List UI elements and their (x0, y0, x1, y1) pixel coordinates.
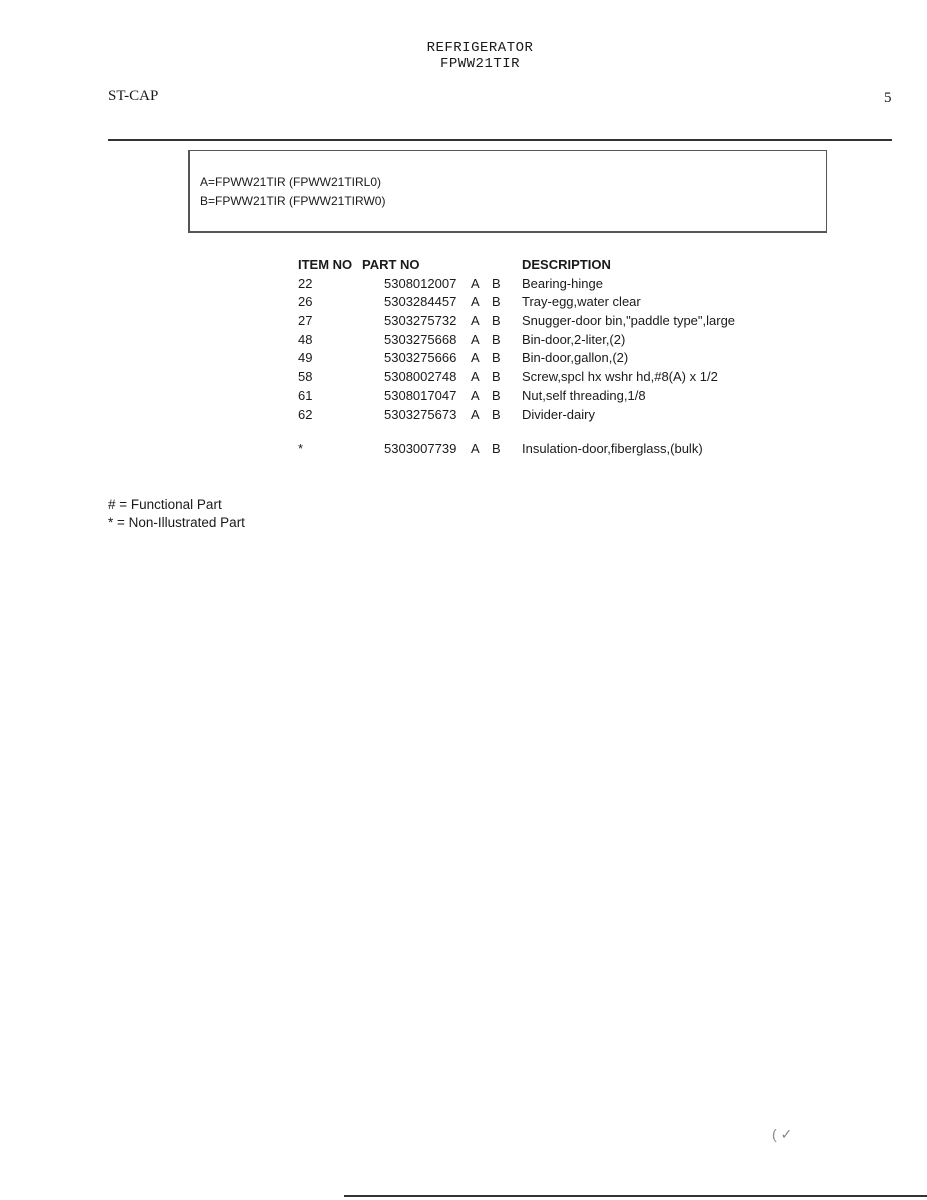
header-description: DESCRIPTION (522, 257, 611, 272)
left-code: ST-CAP (108, 88, 159, 104)
part-no-cell: 5303275673 (384, 406, 457, 422)
variant-a-cell: A (471, 294, 480, 310)
description-cell: Nut,self threading,1/8 (522, 387, 646, 403)
header-part-no: PART NO (362, 257, 420, 272)
table-row (298, 331, 798, 350)
variant-b-cell: B (492, 369, 501, 385)
variant-b-cell: B (492, 294, 501, 310)
table-header-row (298, 256, 798, 275)
table-row (298, 275, 798, 294)
variant-b-cell: B (492, 406, 501, 422)
footer-rule (344, 1195, 927, 1197)
legend-non-illustrated: * = Non-Illustrated Part (108, 515, 245, 530)
item-no-cell: 58 (298, 369, 313, 385)
variant-b-cell: B (492, 313, 501, 329)
item-no-cell: 27 (298, 313, 313, 329)
description-cell: Screw,spcl hx wshr hd,#8(A) x 1/2 (522, 369, 718, 385)
handwritten-mark: ( ✓ (772, 1126, 793, 1142)
part-no-cell: 5303275668 (384, 331, 457, 347)
header-divider (108, 139, 892, 141)
variant-a-cell: A (471, 387, 480, 403)
legend-functional: # = Functional Part (108, 497, 222, 512)
item-no-cell: 61 (298, 387, 313, 403)
header-item-no: ITEM NO (298, 257, 353, 272)
variant-b-cell: B (492, 331, 501, 347)
variant-a-cell: A (471, 275, 480, 291)
table-row (298, 440, 798, 459)
part-no-cell: 5303007739 (384, 441, 457, 457)
table-row (298, 293, 798, 312)
variant-a: A=FPWW21TIR (FPWW21TIRL0) (200, 175, 382, 189)
table-row (298, 312, 798, 331)
variant-b-cell: B (492, 350, 501, 366)
variant-a-cell: A (471, 350, 480, 366)
legend (108, 496, 245, 532)
variant-a-cell: A (471, 331, 480, 347)
description-cell: Tray-egg,water clear (522, 294, 641, 310)
variant-a-cell: A (471, 369, 480, 385)
variant-a-cell: A (471, 406, 480, 422)
table-row (298, 349, 798, 368)
variant-b: B=FPWW21TIR (FPWW21TIRW0) (200, 194, 386, 208)
variant-a-cell: A (471, 441, 480, 457)
description-cell: Snugger-door bin,"paddle type",large (522, 313, 736, 329)
description-cell: Divider-dairy (522, 406, 595, 422)
variant-a-cell: A (471, 313, 480, 329)
variant-b-cell: B (492, 441, 501, 457)
description-cell: Bearing-hinge (522, 275, 603, 291)
description-cell: Bin-door,gallon,(2) (522, 350, 629, 366)
part-no-cell: 5303275666 (384, 350, 457, 366)
model-number: FPWW21TIR (439, 56, 521, 72)
page-number: 5 (884, 90, 892, 106)
item-no-cell: * (298, 441, 304, 457)
part-no-cell: 5303275732 (384, 313, 457, 329)
item-no-cell: 22 (298, 275, 313, 291)
item-no-cell: 62 (298, 406, 313, 422)
table-row (298, 406, 798, 425)
parts-table (298, 256, 798, 459)
description-cell: Bin-door,2-liter,(2) (522, 331, 626, 347)
part-no-cell: 5303284457 (384, 294, 457, 310)
table-row (298, 368, 798, 387)
item-no-cell: 49 (298, 350, 313, 366)
variant-b-cell: B (492, 387, 501, 403)
part-no-cell: 5308017047 (384, 387, 457, 403)
variant-b-cell: B (492, 275, 501, 291)
description-cell: Insulation-door,fiberglass,(bulk) (522, 441, 703, 457)
item-no-cell: 48 (298, 331, 313, 347)
table-row (298, 387, 798, 406)
document-title-block (0, 40, 927, 72)
part-no-cell: 5308012007 (384, 275, 457, 291)
variant-legend-box (188, 150, 827, 233)
item-no-cell: 26 (298, 294, 313, 310)
part-no-cell: 5308002748 (384, 369, 457, 385)
document-title: REFRIGERATOR (426, 40, 534, 56)
